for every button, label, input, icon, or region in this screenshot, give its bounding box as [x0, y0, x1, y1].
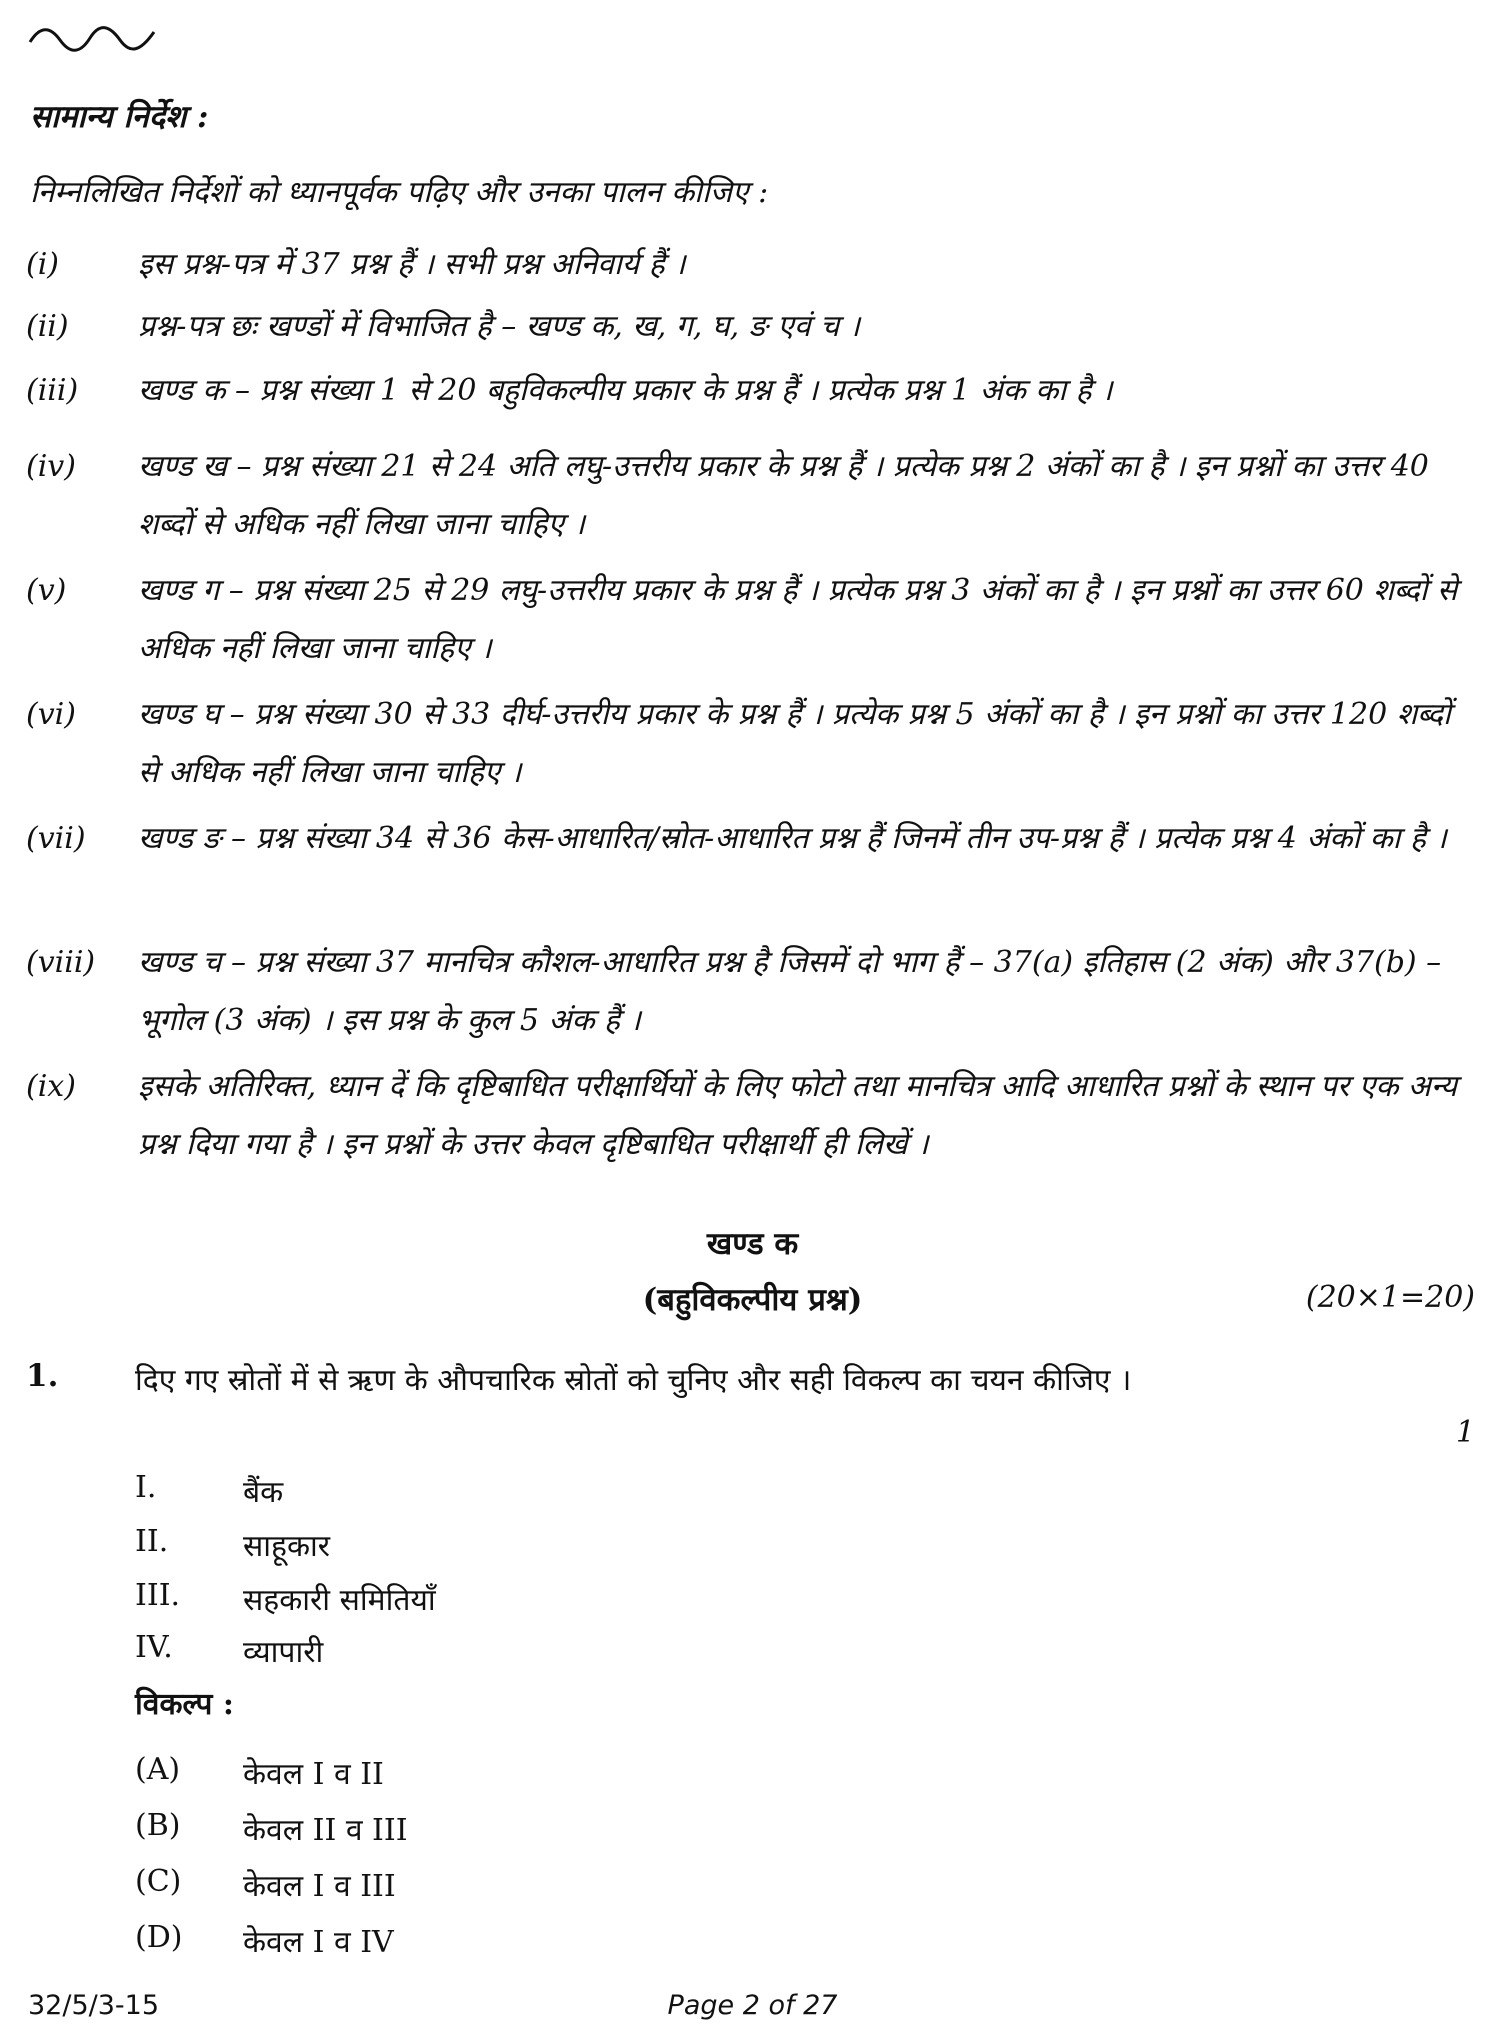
question-mark: 1 — [1455, 1415, 1475, 1450]
instruction-text: खण्ड च – प्रश्न संख्या 37 मानचित्र कौशल-आधारित प्रश्न है जिसमें दो भाग हैं – 37(a) इतिहास (2 अंक) और 37(b) – भूगोल (3 अंक) । इस प्रश्न के कुल 5 अंक हैं । — [138, 945, 1442, 1038]
section-subtitle: (बहुविकल्पीय प्रश्न) — [642, 1282, 863, 1318]
instruction-text: इसके अतिरिक्त, ध्यान दें कि दृष्टिबाधित परीक्षार्थियों के लिए फोटो तथा मानचित्र आदि आधारित प्रश्नों के स्थान पर एक अन्य प्रश्न दिया गया है । इन प्रश्नों के उत्तर केवल दृष्टिबाधित परीक्षार्थी ही लिखें । — [138, 1069, 1458, 1162]
options-heading: विकल्प : — [135, 1687, 234, 1722]
paper-code: 32/5/3-15 — [28, 1990, 160, 2021]
question-number: 1. — [26, 1358, 59, 1394]
instruction-text: इस प्रश्न-पत्र में 37 प्रश्न हैं । सभी प्रश्न अनिवार्य हैं । — [138, 247, 686, 282]
option-text: केवल II व III — [243, 1813, 408, 1848]
instruction-number: (viii) — [26, 945, 96, 980]
statement-label: II. — [135, 1524, 169, 1559]
instruction-number: (iv) — [26, 449, 76, 484]
wave-decoration — [28, 24, 158, 54]
option-label: (D) — [135, 1920, 183, 1955]
statement-text: सहकारी समितियाँ — [243, 1583, 436, 1618]
page-number: Page 2 of 27 — [667, 1990, 838, 2021]
general-instructions-title: सामान्य निर्देश : — [30, 99, 209, 135]
instruction-text: खण्ड घ – प्रश्न संख्या 30 से 33 दीर्घ-उत्तरीय प्रकार के प्रश्न हैं । प्रत्येक प्रश्न 5 अंकों का है । इन प्रश्नों का उत्तर 120 शब्दों से अधिक नहीं लिखा जाना चाहिए । — [138, 697, 1451, 790]
instruction-text: खण्ड क – प्रश्न संख्या 1 से 20 बहुविकल्पीय प्रकार के प्रश्न हैं । प्रत्येक प्रश्न 1 अंक का है । — [138, 373, 1113, 408]
instructions-intro: निम्नलिखित निर्देशों को ध्यानपूर्वक पढ़िए और उनका पालन कीजिए : — [30, 175, 769, 210]
instruction-number: (vi) — [26, 697, 76, 732]
question-text: दिए गए स्रोतों में से ऋण के औपचारिक स्रोतों को चुनिए और सही विकल्प का चयन कीजिए । — [135, 1363, 1132, 1398]
section-marks: (20×1=20) — [1305, 1280, 1475, 1315]
instruction-text: खण्ड ख – प्रश्न संख्या 21 से 24 अति लघु-उत्तरीय प्रकार के प्रश्न हैं । प्रत्येक प्रश्न 2 अंकों का है । इन प्रश्नों का उत्तर 40 शब्दों से अधिक नहीं लिखा जाना चाहिए । — [138, 449, 1429, 542]
instruction-number: (ix) — [26, 1069, 76, 1104]
statement-label: I. — [135, 1470, 157, 1505]
statement-label: III. — [135, 1578, 181, 1613]
statement-text: बैंक — [243, 1475, 284, 1510]
option-label: (B) — [135, 1808, 181, 1843]
instruction-number: (i) — [26, 247, 60, 282]
option-text: केवल I व IV — [243, 1925, 394, 1960]
instruction-number: (vii) — [26, 821, 86, 856]
statement-text: व्यापारी — [243, 1635, 324, 1670]
option-label: (C) — [135, 1864, 182, 1899]
statement-label: IV. — [135, 1630, 173, 1665]
statement-text: साहूकार — [243, 1529, 331, 1564]
option-text: केवल I व III — [243, 1869, 396, 1904]
instruction-number: (iii) — [26, 373, 79, 408]
instruction-number: (v) — [26, 573, 67, 608]
option-label: (A) — [135, 1752, 181, 1787]
instruction-text: प्रश्न-पत्र छः खण्डों में विभाजित है – खण्ड क, ख, ग, घ, ङ एवं च । — [138, 309, 861, 344]
section-title: खण्ड क — [706, 1226, 799, 1262]
instruction-text: खण्ड ङ – प्रश्न संख्या 34 से 36 केस-आधारित/स्रोत-आधारित प्रश्न हैं जिनमें तीन उप-प्रश्न हैं । प्रत्येक प्रश्न 4 अंकों का है । — [138, 821, 1447, 856]
option-text: केवल I व II — [243, 1757, 384, 1792]
instruction-text: खण्ड ग – प्रश्न संख्या 25 से 29 लघु-उत्तरीय प्रकार के प्रश्न हैं । प्रत्येक प्रश्न 3 अंकों का है । इन प्रश्नों का उत्तर 60 शब्दों से अधिक नहीं लिखा जाना चाहिए । — [138, 573, 1458, 666]
instruction-number: (ii) — [26, 309, 69, 344]
